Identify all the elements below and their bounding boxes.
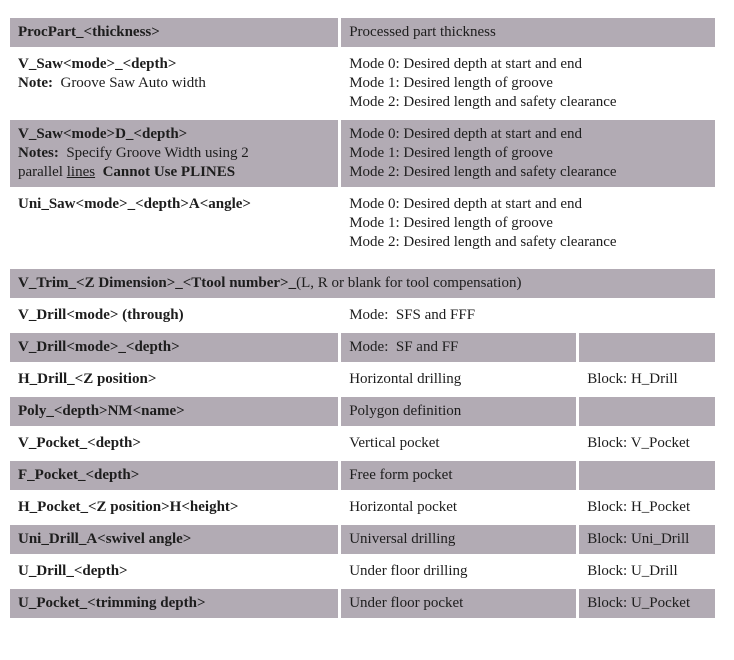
layer-name-cell	[10, 301, 338, 330]
description-cell	[341, 493, 576, 522]
cell-line: Block: U_Pocket	[587, 595, 691, 611]
block-cell	[579, 397, 715, 426]
table-row	[10, 365, 715, 394]
layer-name-cell	[10, 461, 338, 490]
block-cell	[579, 589, 715, 618]
layer-naming-table-body	[10, 18, 715, 618]
table-row	[10, 557, 715, 586]
cell-line: V_Trim_<Z Dimension>_<Ttool number>_(L, R or blank for tool compensation)	[18, 275, 522, 291]
cell-line: Processed part thickness	[349, 24, 496, 40]
row-gap	[10, 260, 715, 266]
table-row	[10, 461, 715, 490]
cell-line: F_Pocket_<depth>	[18, 467, 140, 483]
cell-line: Block: H_Drill	[587, 371, 678, 387]
cell-line: V_Drill<mode> (through)	[18, 307, 184, 323]
block-cell	[579, 333, 715, 362]
table-row	[10, 493, 715, 522]
cell-line: parallel lines Cannot Use PLINES	[18, 164, 236, 180]
block-cell	[579, 525, 715, 554]
layer-naming-table	[7, 15, 718, 621]
block-cell	[579, 461, 715, 490]
description-cell	[341, 190, 715, 257]
block-cell	[579, 493, 715, 522]
cell-line: Polygon definition	[349, 403, 462, 419]
description-cell	[341, 461, 576, 490]
table-row	[10, 190, 715, 257]
cell-line: Uni_Saw<mode>_<depth>A<angle>	[18, 196, 251, 212]
cell-line: Notes: Specify Groove Width using 2	[18, 145, 249, 161]
merged-layer-name-cell	[10, 269, 715, 298]
table-row	[10, 333, 715, 362]
cell-line: Poly_<depth>NM<name>	[18, 403, 185, 419]
layer-name-cell	[10, 589, 338, 618]
block-cell	[579, 301, 715, 330]
cell-line: Mode: SF and FF	[349, 339, 459, 355]
cell-line: Horizontal drilling	[349, 371, 462, 387]
description-cell	[341, 397, 576, 426]
layer-name-cell	[10, 525, 338, 554]
description-cell	[341, 50, 715, 117]
spacer-row	[10, 260, 715, 266]
cell-line: Mode 2: Desired length and safety clearance	[349, 164, 617, 180]
cell-line: H_Drill_<Z position>	[18, 371, 157, 387]
cell-line: Mode 0: Desired depth at start and end	[349, 126, 583, 142]
cell-line: U_Pocket_<trimming depth>	[18, 595, 206, 611]
description-cell	[341, 333, 576, 362]
cell-line: V_Drill<mode>_<depth>	[18, 339, 180, 355]
table-row	[10, 301, 715, 330]
layer-name-cell	[10, 493, 338, 522]
description-cell	[341, 365, 576, 394]
cell-line: Vertical pocket	[349, 435, 440, 451]
cell-line: Mode 0: Desired depth at start and end	[349, 196, 583, 212]
cell-line: Mode: SFS and FFF	[349, 307, 476, 323]
table-row	[10, 429, 715, 458]
cell-line: Block: Uni_Drill	[587, 531, 690, 547]
layer-name-cell	[10, 397, 338, 426]
block-cell	[579, 365, 715, 394]
layer-name-cell	[10, 557, 338, 586]
layer-name-cell	[10, 50, 338, 117]
cell-line: Mode 1: Desired length of groove	[349, 75, 553, 91]
table-row	[10, 525, 715, 554]
layer-name-cell	[10, 333, 338, 362]
cell-line: Note: Groove Saw Auto width	[18, 75, 206, 91]
cell-line: Mode 1: Desired length of groove	[349, 215, 553, 231]
cell-line: U_Drill_<depth>	[18, 563, 128, 579]
layer-name-cell	[10, 120, 338, 187]
cell-line: Mode 2: Desired length and safety clearance	[349, 94, 617, 110]
cell-line: Universal drilling	[349, 531, 456, 547]
table-row	[10, 589, 715, 618]
layer-name-cell	[10, 365, 338, 394]
description-cell	[341, 429, 576, 458]
description-cell	[341, 301, 576, 330]
cell-line: H_Pocket_<Z position>H<height>	[18, 499, 239, 515]
layer-name-cell	[10, 429, 338, 458]
cell-line: V_Pocket_<depth>	[18, 435, 141, 451]
cell-line: Block: V_Pocket	[587, 435, 690, 451]
cell-line: Block: U_Drill	[587, 563, 678, 579]
table-row	[10, 18, 715, 47]
cell-line: Mode 0: Desired depth at start and end	[349, 56, 583, 72]
cell-line: Under floor pocket	[349, 595, 464, 611]
table-row	[10, 397, 715, 426]
description-cell	[341, 557, 576, 586]
cell-line: Block: H_Pocket	[587, 499, 691, 515]
table-row	[10, 269, 715, 298]
block-cell	[579, 429, 715, 458]
table-row	[10, 120, 715, 187]
cell-line: V_Saw<mode>D_<depth>	[18, 126, 188, 142]
description-cell	[341, 18, 715, 47]
cell-line: Mode 1: Desired length of groove	[349, 145, 553, 161]
block-cell	[579, 557, 715, 586]
cell-line: Horizontal pocket	[349, 499, 458, 515]
cell-line: Free form pocket	[349, 467, 453, 483]
description-cell	[341, 525, 576, 554]
cell-line: Under floor drilling	[349, 563, 468, 579]
layer-name-cell	[10, 18, 338, 47]
cell-line: Mode 2: Desired length and safety clearance	[349, 234, 617, 250]
table-row	[10, 50, 715, 117]
cell-line: Uni_Drill_A<swivel angle>	[18, 531, 192, 547]
description-cell	[341, 120, 715, 187]
cell-line: ProcPart_<thickness>	[18, 24, 160, 40]
layer-name-cell	[10, 190, 338, 257]
description-cell	[341, 589, 576, 618]
cell-line: V_Saw<mode>_<depth>	[18, 56, 177, 72]
